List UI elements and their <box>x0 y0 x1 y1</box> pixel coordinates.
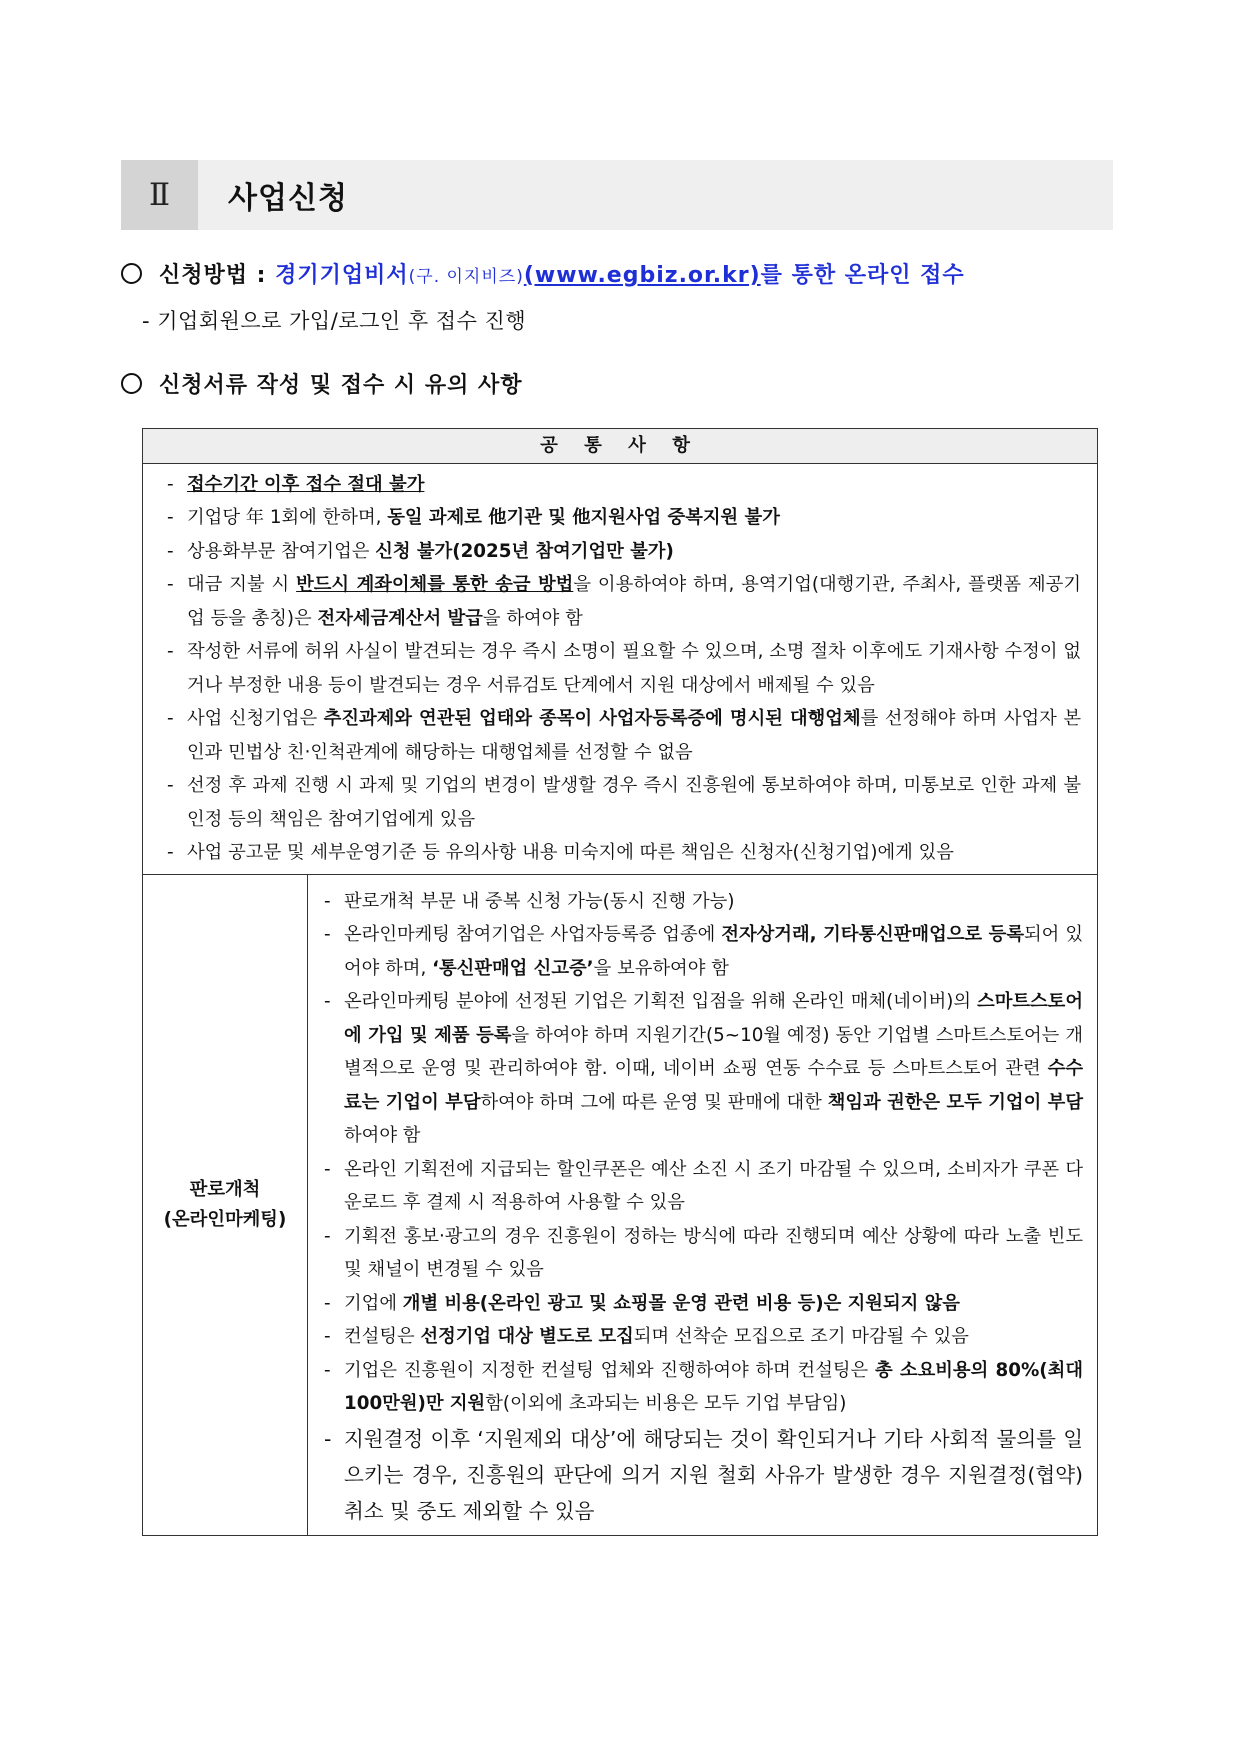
list-item: - 상용화부문 참여기업은 신청 불가(2025년 참여기업만 불가) <box>165 535 1081 569</box>
egbiz-link[interactable]: (www.egbiz.or.kr) <box>523 263 761 288</box>
list-item: - 지원결정 이후 ‘지원제외 대상’에 해당되는 것이 확인되거나 기타 사회적 물의를 일으키는 경우, 진흥원의 판단에 의거 지원 철회 사유가 발생한 경우 지원결정(협약) 취소 및 중도 제외할 수 있음 <box>322 1421 1083 1529</box>
circle-bullet-icon <box>121 263 142 284</box>
common-header: 공 통 사 항 <box>143 429 1098 464</box>
online-marketing-label: 판로개척 (온라인마케팅) <box>143 874 308 1535</box>
list-item: - 사업 공고문 및 세부운영기준 등 유의사항 내용 미숙지에 따른 책임은 신청자(신청기업)에게 있음 <box>165 836 1081 870</box>
apply-method-line <box>121 258 965 289</box>
cautions-table <box>142 428 1098 1536</box>
online-items-cell <box>308 874 1098 1535</box>
section-number: Ⅱ <box>121 160 198 230</box>
section-title: 사업신청 <box>228 181 348 216</box>
cautions-heading-line <box>121 368 522 399</box>
apply-method-suffix: 를 통한 온라인 접수 <box>760 263 965 288</box>
list-item: - 사업 신청기업은 추진과제와 연관된 업태와 종목이 사업자등록증에 명시된 대행업체를 선정해야 하며 사업자 본인과 민법상 친·인척관계에 해당하는 대행업체를 선정할 수 없음 <box>165 702 1081 769</box>
apply-method-value <box>275 263 965 288</box>
common-items-cell <box>143 463 1098 874</box>
list-item: - 기업당 年 1회에 한하며, 동일 과제로 他기관 및 他지원사업 중복지원 불가 <box>165 501 1081 535</box>
cautions-heading: 신청서류 작성 및 접수 시 유의 사항 <box>159 373 523 398</box>
list-item: - 작성한 서류에 허위 사실이 발견되는 경우 즉시 소명이 필요할 수 있으며, 소명 절차 이후에도 기재사항 수정이 없거나 부정한 내용 등이 발견되는 경우 서류검토 단계에서 지원 대상에서 배제될 수 있음 <box>165 635 1081 702</box>
list-item: - 선정 후 과제 진행 시 과제 및 기업의 변경이 발생할 경우 즉시 진흥원에 통보하여야 하며, 미통보로 인한 과제 불인정 등의 책임은 참여기업에게 있음 <box>165 769 1081 836</box>
online-items-list <box>322 885 1083 1529</box>
apply-method-label: 신청방법 : <box>159 263 276 288</box>
circle-bullet-icon <box>121 373 142 394</box>
list-item: - 판로개척 부문 내 중복 신청 가능(동시 진행 가능) <box>322 885 1083 919</box>
list-item: - 컨설팅은 선정기업 대상 별도로 모집되며 선착순 모집으로 조기 마감될 수 있음 <box>322 1320 1083 1354</box>
list-item: - 접수기간 이후 접수 절대 불가 <box>165 468 1081 502</box>
section-header <box>121 160 1113 230</box>
list-item: - 온라인마케팅 분야에 선정된 기업은 기획전 입점을 위해 온라인 매체(네이버)의 스마트스토어에 가입 및 제품 등록을 하여야 하며 지원기간(5~10월 예정) 동안 기업별 스마트스토어는 개별적으로 운영 및 관리하여야 함. 이때, 네이버 쇼핑 연동 수수료 등 스마트스토어 관련 수수료는 기업이 부담하여야 하며 그에 따른 운영 및 판매에 대한 책임과 권한은 모두 기업이 부담하여야 함 <box>322 985 1083 1153</box>
apply-channel: 경기기업비서 <box>275 263 409 288</box>
common-items-list <box>165 468 1081 870</box>
list-item: - 대금 지불 시 반드시 계좌이체를 통한 송금 방법을 이용하여야 하며, 용역기업(대행기관, 주최사, 플랫폼 제공기업 등을 총칭)은 전자세금계산서 발급을 하여야 함 <box>165 568 1081 635</box>
list-item: - 기획전 홍보·광고의 경우 진흥원이 정하는 방식에 따라 진행되며 예산 상황에 따라 노출 빈도 및 채널이 변경될 수 있음 <box>322 1220 1083 1287</box>
list-item: - 온라인마케팅 참여기업은 사업자등록증 업종에 전자상거래, 기타통신판매업으로 등록되어 있어야 하며, ‘통신판매업 신고증’을 보유하여야 함 <box>322 918 1083 985</box>
list-item: - 기업에 개별 비용(온라인 광고 및 쇼핑몰 운영 관련 비용 등)은 지원되지 않음 <box>322 1287 1083 1321</box>
apply-channel-note: (구. 이지비즈) <box>408 267 524 287</box>
apply-method-sub: - 기업회원으로 가입/로그인 후 접수 진행 <box>142 309 527 333</box>
list-item: - 기업은 진흥원이 지정한 컨설팅 업체와 진행하여야 하며 컨설팅은 총 소요비용의 80%(최대 100만원)만 지원함(이외에 초과되는 비용은 모두 기업 부담임) <box>322 1354 1083 1421</box>
list-item: - 온라인 기획전에 지급되는 할인쿠폰은 예산 소진 시 조기 마감될 수 있으며, 소비자가 쿠폰 다운로드 후 결제 시 적용하여 사용할 수 있음 <box>322 1153 1083 1220</box>
